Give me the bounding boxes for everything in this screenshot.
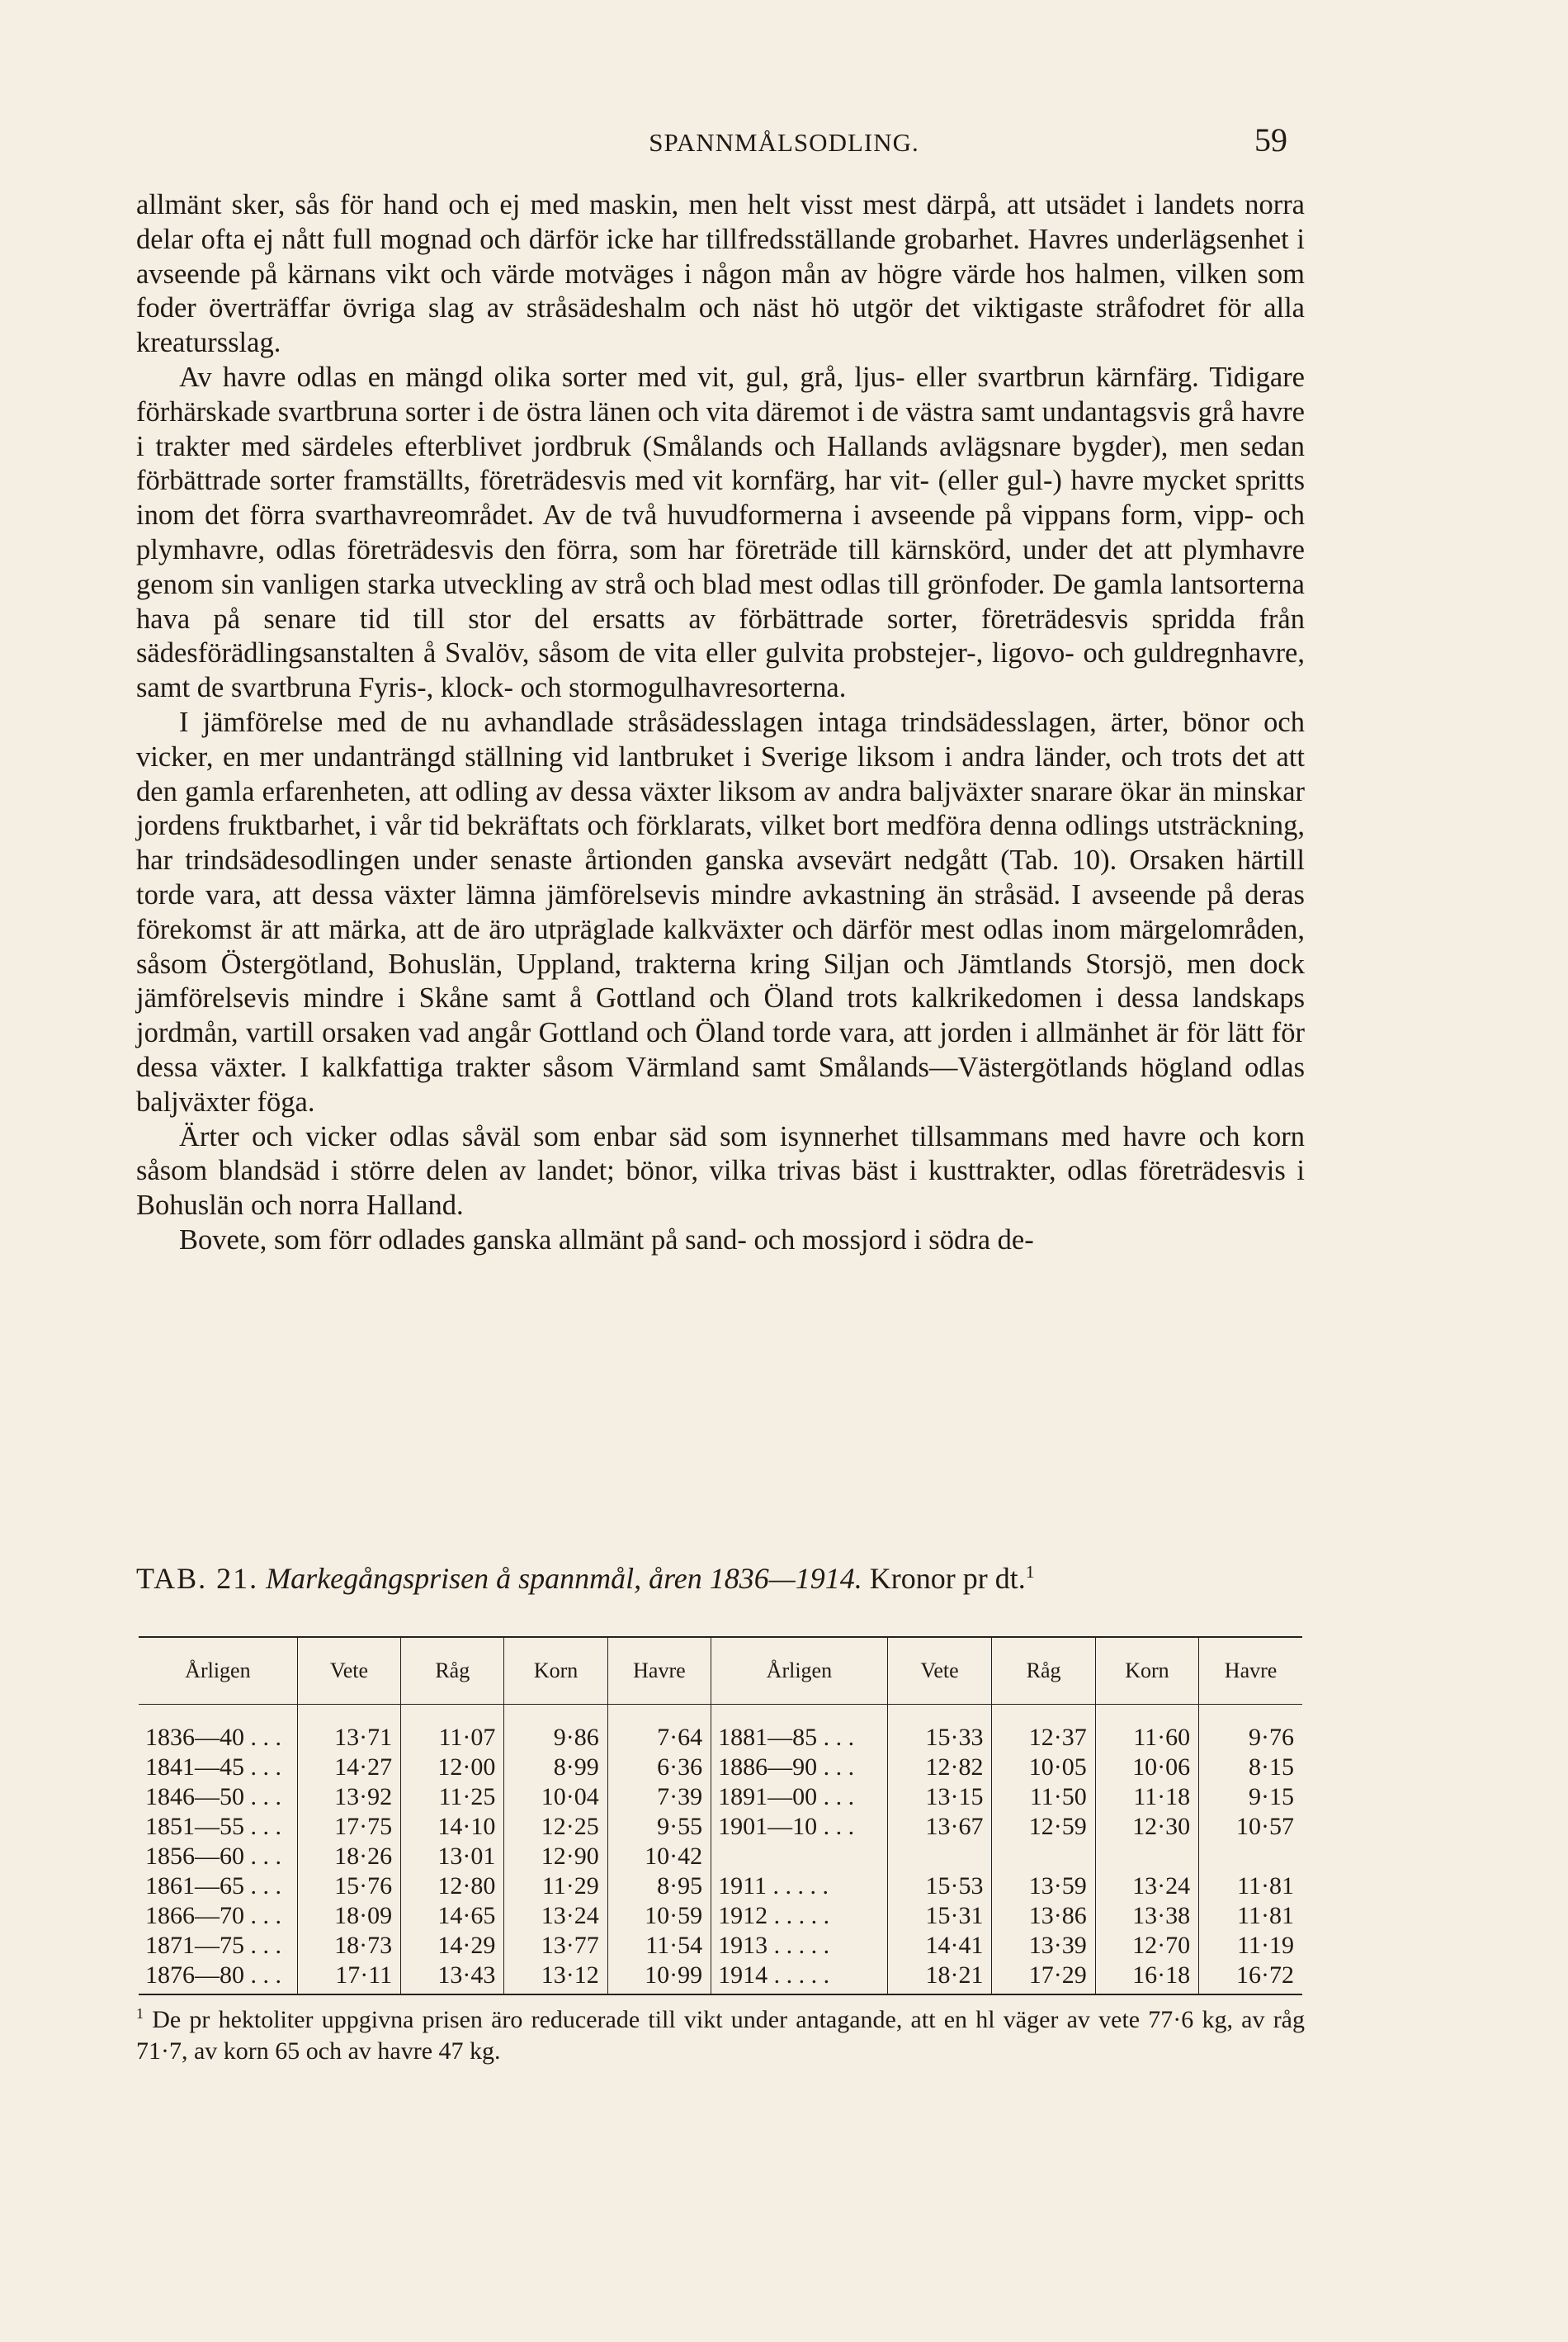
period-cell: 1846—50 . . . [145, 1783, 281, 1810]
paragraph-5: Bovete, som förr odlades ganska allmänt på sand- och mossjord i södra de- [179, 1223, 1034, 1256]
price-cell: 13·43 [401, 1961, 504, 1994]
header-cell: Korn [504, 1637, 607, 1705]
price-cell: 9·15 [1199, 1782, 1302, 1812]
period-cell: 1856—60 . . . [145, 1843, 281, 1870]
header-cell: Vete [887, 1637, 992, 1705]
price-cell: 11·18 [1095, 1782, 1198, 1812]
period-cell: 1912 . . . . . [711, 1901, 888, 1931]
price-cell: 13·01 [401, 1842, 504, 1871]
header-cell: Råg [401, 1637, 504, 1705]
price-cell: 10·57 [1199, 1812, 1302, 1842]
spacer-cell [607, 1705, 711, 1724]
table-row [139, 1901, 1302, 1931]
price-cell: 13·24 [1095, 1871, 1198, 1901]
price-cell: 8·15 [1199, 1753, 1302, 1782]
header-cell: Råg [992, 1637, 1095, 1705]
table-row [139, 1753, 1302, 1782]
period-cell: 1866—70 . . . [145, 1902, 281, 1929]
period-cell: 1836—40 . . . [145, 1724, 281, 1751]
price-cell: 13·71 [297, 1723, 400, 1753]
period-cell: 1851—55 . . . [145, 1813, 281, 1840]
header-cell: Havre [1199, 1637, 1302, 1705]
price-cell: 12·59 [992, 1812, 1095, 1842]
price-cell: 14·41 [887, 1931, 992, 1961]
period-cell [711, 1842, 888, 1871]
price-cell: 11·07 [401, 1723, 504, 1753]
paragraph-4: Ärter och vicker odlas såväl som enbar säd som isynnerhet tillsammans med havre och korn såsom blandsäd i större delen av landet; bönor, vilka trivas bäst i kusttrakter, odlas företrädesvis i Bohuslän och norra Halland. [136, 1120, 1305, 1222]
price-cell: 7·39 [607, 1782, 711, 1812]
price-cell: 11·81 [1199, 1871, 1302, 1901]
price-cell: 11·54 [607, 1931, 711, 1961]
price-cell: 15·53 [887, 1871, 992, 1901]
price-cell: 8·99 [504, 1753, 607, 1782]
price-cell: 18·26 [297, 1842, 400, 1871]
table-row [139, 1842, 1302, 1871]
price-cell: 18·09 [297, 1901, 400, 1931]
price-cell: 17·29 [992, 1961, 1095, 1994]
price-cell: 12·00 [401, 1753, 504, 1782]
table-footnote-mark: 1 [1025, 1562, 1035, 1582]
price-cell: 11·19 [1199, 1931, 1302, 1961]
price-cell: 12·25 [504, 1812, 607, 1842]
period-cell: 1871—75 . . . [145, 1932, 281, 1959]
price-cell: 11·29 [504, 1871, 607, 1901]
price-cell: 13·38 [1095, 1901, 1198, 1931]
price-cell: 6·36 [607, 1753, 711, 1782]
price-cell: 10·04 [504, 1782, 607, 1812]
period-cell: 1881—85 . . . [711, 1723, 888, 1753]
price-cell: 15·33 [887, 1723, 992, 1753]
page-number: 59 [1254, 121, 1287, 158]
price-cell: 13·59 [992, 1871, 1095, 1901]
price-cell: 13·92 [297, 1782, 400, 1812]
table-row [139, 1782, 1302, 1812]
table-row [139, 1931, 1302, 1961]
price-cell: 12·90 [504, 1842, 607, 1871]
spacer-cell [401, 1705, 504, 1724]
paragraph-2: Av havre odlas en mängd olika sorter med vit, gul, grå, ljus- eller svartbrun kärnfärg. Tidigare förhärskade svartbruna sorter i de östra länen och vita däremot i de västra samt undantagsvis grå havre i trakter med särdeles efterblivet jordbruk (Smålands och Hallands avlägsnare bygder), men sedan förbättrade sorter framställts, företrädesvis med vit kornfärg, har vit- (eller gul-) havre mycket spritts inom det förra svarthavreområdet. Av de två huvudformerna i avseende på vippans form, vipp- och plymhavre, odlas företrädesvis den förra, som har företräde till kärnskörd, under det att plymhavre genom sin vanligen starka utveckling av strå och blad mest odlas till grönfoder. De gamla lantsorterna hava på senare tid till stor del ersatts av förbättrade sorter, företrädesvis spridda från sädesförädlingsanstalten å Svalöv, såsom de vita eller gulvita probstejer-, ligovo- och guldregnhavre, samt de svartbruna Fyris-, klock- och stormogulhavresorterna. [136, 361, 1305, 704]
price-cell: 12·82 [887, 1753, 992, 1782]
price-cell: 10·42 [607, 1842, 711, 1871]
price-cell: 13·67 [887, 1812, 992, 1842]
price-table [139, 1636, 1302, 1995]
price-cell: 13·15 [887, 1782, 992, 1812]
price-cell [1199, 1842, 1302, 1871]
spacer-cell [139, 1705, 297, 1724]
price-cell: 14·65 [401, 1901, 504, 1931]
price-cell: 17·11 [297, 1961, 400, 1994]
paragraph-1: allmänt sker, sås för hand och ej med maskin, men helt visst mest därpå, att utsädet i landets norra delar ofta ej nått full mognad och därför icke har tillfredsställande grobarhet. Havres underlägsenhet i avseende på kärnans vikt och värde motväges i någon mån av högre värde hos halmen, vilken som foder överträffar övriga slag av stråsädeshalm och näst hö utgör det viktigaste stråfodret för alla kreatursslag. [136, 189, 1305, 359]
table-row [139, 1961, 1302, 1994]
running-title: SPANNMÅLSODLING. [649, 128, 919, 157]
footnote-mark: 1 [136, 2005, 144, 2022]
spacer-cell [992, 1705, 1095, 1724]
price-cell: 8·95 [607, 1871, 711, 1901]
spacer-cell [1199, 1705, 1302, 1724]
price-cell: 15·76 [297, 1871, 400, 1901]
header-cell: Årligen [711, 1637, 888, 1705]
price-cell: 12·30 [1095, 1812, 1198, 1842]
price-cell: 12·80 [401, 1871, 504, 1901]
price-cell: 13·24 [504, 1901, 607, 1931]
price-cell: 12·37 [992, 1723, 1095, 1753]
period-cell: 1861—65 . . . [145, 1872, 281, 1900]
price-cell: 13·39 [992, 1931, 1095, 1961]
period-cell: 1891—00 . . . [711, 1782, 888, 1812]
table-row [139, 1812, 1302, 1842]
table-spacer-row [139, 1705, 1302, 1724]
price-cell: 9·86 [504, 1723, 607, 1753]
price-cell [1095, 1842, 1198, 1871]
price-cell: 10·06 [1095, 1753, 1198, 1782]
price-cell: 10·59 [607, 1901, 711, 1931]
header-cell: Årligen [139, 1637, 297, 1705]
footnote-text: De pr hektoliter uppgivna prisen äro reducerade till vikt under antagande, att en hl väger av vete 77·6 kg, av råg 71·7, av korn 65 och av havre 47 kg. [136, 2006, 1305, 2065]
header-cell: Korn [1095, 1637, 1198, 1705]
price-cell: 17·75 [297, 1812, 400, 1842]
price-cell: 9·76 [1199, 1723, 1302, 1753]
price-cell: 16·18 [1095, 1961, 1198, 1994]
price-cell [887, 1842, 992, 1871]
price-cell: 14·10 [401, 1812, 504, 1842]
header-cell: Havre [607, 1637, 711, 1705]
table-unit: Kronor pr dt. [869, 1562, 1026, 1595]
price-cell: 12·70 [1095, 1931, 1198, 1961]
price-cell: 11·50 [992, 1782, 1095, 1812]
price-cell: 11·25 [401, 1782, 504, 1812]
period-cell: 1914 . . . . . [711, 1961, 888, 1994]
spacer-cell [711, 1705, 888, 1724]
table-header-row [139, 1637, 1302, 1705]
table-caption [136, 1559, 1305, 1598]
price-cell: 13·86 [992, 1901, 1095, 1931]
paragraph-3: I jämförelse med de nu avhandlade stråsädesslagen intaga trindsädesslagen, ärter, bönor och vicker, en mer undanträngd ställning vid lantbruket i Sverige liksom i andra länder, och trots det att den gamla erfarenheten, att odling av dessa växter liksom av andra baljväxter snarare ökar än minskar jordens fruktbarhet, i vår tid bekräftats och förklarats, vilket bort medföra denna odlings utsträckning, har trindsädesodlingen under senaste årtionden ganska avsevärt nedgått (Tab. 10). Orsaken härtill torde vara, att dessa växter lämna jämförelsevis mindre avkastning än stråsäd. I avseende på deras förekomst är att märka, att de äro utpräglade kalkväxter och därför mest odlas inom märgelområden, såsom Östergötland, Bohuslän, Uppland, trakterna kring Siljan och Jämtlands Storsjö, men dock jämförelsevis mindre i Skåne samt å Gottland och Öland trots kalkrikedomen i dessa landskaps jordmån, vartill orsaken vad angår Gottland och Öland torde vara, att jorden i allmänhet är för lätt för dessa växter. I kalkfattiga trakter såsom Värmland samt Smålands—Västergötlands högland odlas baljväxter föga. [136, 706, 1305, 1118]
spacer-cell [887, 1705, 992, 1724]
period-cell: 1886—90 . . . [711, 1753, 888, 1782]
price-cell: 13·77 [504, 1931, 607, 1961]
price-cell: 9·55 [607, 1812, 711, 1842]
price-cell: 14·27 [297, 1753, 400, 1782]
price-cell: 18·21 [887, 1961, 992, 1994]
spacer-cell [1095, 1705, 1198, 1724]
spacer-cell [504, 1705, 607, 1724]
price-cell: 18·73 [297, 1931, 400, 1961]
price-cell: 11·60 [1095, 1723, 1198, 1753]
header-cell: Vete [297, 1637, 400, 1705]
footnote [136, 2004, 1305, 2067]
period-cell: 1876—80 . . . [139, 1961, 297, 1994]
table-title: Markegångsprisen å spannmål, åren 1836—1914. [266, 1562, 862, 1595]
table-row [139, 1723, 1302, 1753]
period-cell: 1841—45 . . . [145, 1753, 281, 1781]
spacer-cell [297, 1705, 400, 1724]
price-cell [992, 1842, 1095, 1871]
price-cell: 11·81 [1199, 1901, 1302, 1931]
price-cell: 15·31 [887, 1901, 992, 1931]
price-cell: 10·05 [992, 1753, 1095, 1782]
period-cell: 1901—10 . . . [711, 1812, 888, 1842]
price-cell: 10·99 [607, 1961, 711, 1994]
table-row [139, 1871, 1302, 1901]
table-label: TAB. 21. [136, 1562, 259, 1595]
period-cell: 1913 . . . . . [711, 1931, 888, 1961]
price-cell: 13·12 [504, 1961, 607, 1994]
price-cell: 14·29 [401, 1931, 504, 1961]
table-body [139, 1705, 1302, 1995]
price-cell: 16·72 [1199, 1961, 1302, 1994]
period-cell: 1911 . . . . . [711, 1871, 888, 1901]
body-text [136, 188, 1305, 1258]
price-cell: 7·64 [607, 1723, 711, 1753]
